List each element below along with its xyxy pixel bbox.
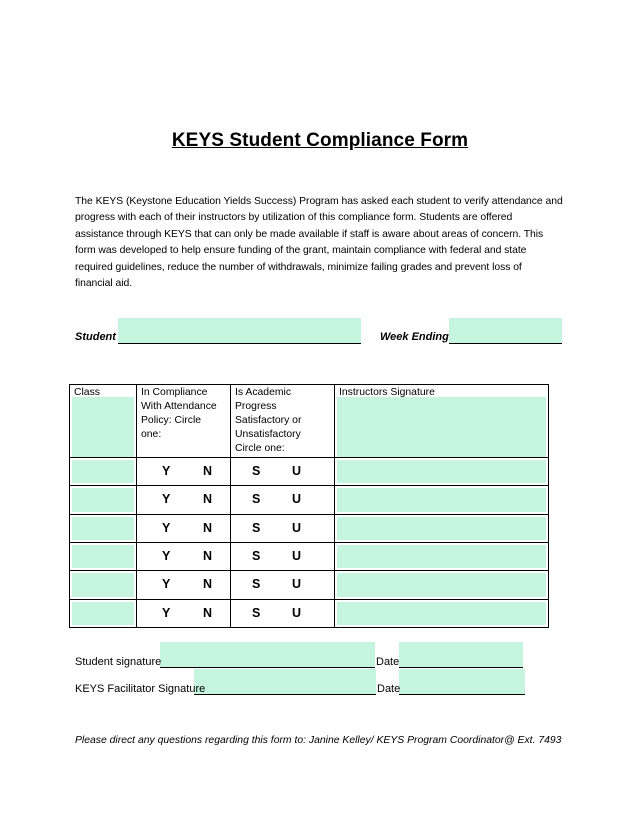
header-attendance-line: one: [141,429,162,440]
header-progress-line: Circle one: [235,443,285,454]
signature-cell [335,571,549,599]
class-cell [70,599,137,627]
yes-option[interactable]: Y [162,492,171,507]
intro-paragraph [75,194,575,292]
attendance-cell [137,542,231,570]
week-ending-label: Week Ending [380,331,449,343]
progress-cell [231,571,335,599]
header-progress-line: Is Academic [235,387,292,398]
signature-field[interactable] [337,488,546,511]
class-header-field[interactable] [72,397,134,457]
progress-cell [231,486,335,514]
intro-line: financial aid. [75,278,133,290]
satisfactory-option[interactable]: S [252,463,261,478]
progress-cell [231,599,335,627]
table-row [70,486,549,514]
header-attendance-line: In Compliance [141,387,208,398]
attendance-cell [137,599,231,627]
intro-line: required guidelines, reduce the number of withdrawals, minimize failing grades and prevent loss of [75,261,522,273]
header-attendance-line: Policy: Circle [141,415,202,426]
student-date-field[interactable] [399,642,523,667]
student-underline [118,343,361,344]
no-option[interactable]: N [203,492,213,507]
class-cell [70,571,137,599]
class-field[interactable] [72,517,134,540]
signature-field[interactable] [337,517,546,540]
class-cell [70,542,137,570]
yes-option[interactable]: Y [162,605,171,620]
yes-option[interactable]: Y [162,463,171,478]
facilitator-signature-label: KEYS Facilitator Signature [75,683,206,695]
table-row [70,571,549,599]
no-option[interactable]: N [203,605,213,620]
signature-cell [335,542,549,570]
signature-cell [335,457,549,485]
satisfactory-option[interactable]: S [252,520,261,535]
week-ending-field[interactable] [449,318,562,343]
week-ending-underline [449,343,562,344]
table-header-row [70,385,549,458]
header-signature-label: Instructors Signature [339,387,435,398]
progress-cell [231,457,335,485]
student-label: Student [75,331,116,343]
header-progress-line: Satisfactory or [235,415,302,426]
contact-note: Please direct any questions regarding this form to: Janine Kelley/ KEYS Program Coordinator@ Ext. 7493 [75,735,562,746]
table-row [70,599,549,627]
unsatisfactory-option[interactable]: U [292,520,302,535]
progress-cell [231,514,335,542]
intro-line: form was developed to help ensure funding of the grant, maintain compliance with federal and state [75,245,527,257]
form-title: KEYS Student Compliance Form [171,130,469,151]
facilitator-date-label: Date [377,683,401,695]
class-cell [70,457,137,485]
table-row [70,457,549,485]
student-signature-label: Student signature [75,656,162,668]
header-signature [335,385,549,458]
attendance-cell [137,571,231,599]
header-attendance-line: With Attendance [141,401,217,412]
header-progress-line: Progress [235,401,277,412]
facilitator-date-underline [399,694,525,695]
class-field[interactable] [72,602,134,625]
attendance-cell [137,486,231,514]
progress-cell [231,542,335,570]
satisfactory-option[interactable]: S [252,548,261,563]
unsatisfactory-option[interactable]: U [292,577,302,592]
signature-field[interactable] [337,460,546,483]
no-option[interactable]: N [203,577,213,592]
no-option[interactable]: N [203,463,213,478]
student-name-field[interactable] [118,318,361,343]
no-option[interactable]: N [203,520,213,535]
student-signature-field[interactable] [160,642,375,667]
facilitator-date-field[interactable] [399,669,525,694]
class-field[interactable] [72,545,134,568]
satisfactory-option[interactable]: S [252,577,261,592]
table-row [70,514,549,542]
header-class [70,385,137,458]
class-field[interactable] [72,460,134,483]
unsatisfactory-option[interactable]: U [292,492,302,507]
attendance-cell [137,514,231,542]
class-cell [70,486,137,514]
intro-line: assistance through KEYS that can only be made available if staff is aware about areas of concern. This [75,228,544,240]
student-signature-underline [160,667,375,668]
header-progress [231,385,335,458]
class-field[interactable] [72,488,134,511]
header-attendance [137,385,231,458]
table-row [70,542,549,570]
intro-line: The KEYS (Keystone Education Yields Success) Program has asked each student to verify attendance and [75,196,563,207]
satisfactory-option[interactable]: S [252,605,261,620]
signature-header-field[interactable] [337,397,546,457]
header-progress-line: Unsatisfactory [235,429,301,440]
student-date-underline [399,667,523,668]
attendance-cell [137,457,231,485]
signature-field[interactable] [337,545,546,568]
signature-cell [335,514,549,542]
yes-option[interactable]: Y [162,577,171,592]
student-date-label: Date [376,656,400,668]
header-class-label: Class [74,387,100,398]
signature-cell [335,486,549,514]
class-cell [70,514,137,542]
facilitator-signature-field[interactable] [194,669,376,694]
class-field[interactable] [72,573,134,596]
unsatisfactory-option[interactable]: U [292,463,302,478]
signature-field[interactable] [337,602,546,625]
compliance-table [69,384,549,628]
unsatisfactory-option[interactable]: U [292,548,302,563]
yes-option[interactable]: Y [162,548,171,563]
signature-field[interactable] [337,573,546,596]
yes-option[interactable]: Y [162,520,171,535]
unsatisfactory-option[interactable]: U [292,605,302,620]
intro-line: progress with each of their instructors by utilization of this compliance form. Students are offered [75,212,513,224]
facilitator-signature-underline [194,694,376,695]
satisfactory-option[interactable]: S [252,492,261,507]
no-option[interactable]: N [203,548,213,563]
signature-cell [335,599,549,627]
